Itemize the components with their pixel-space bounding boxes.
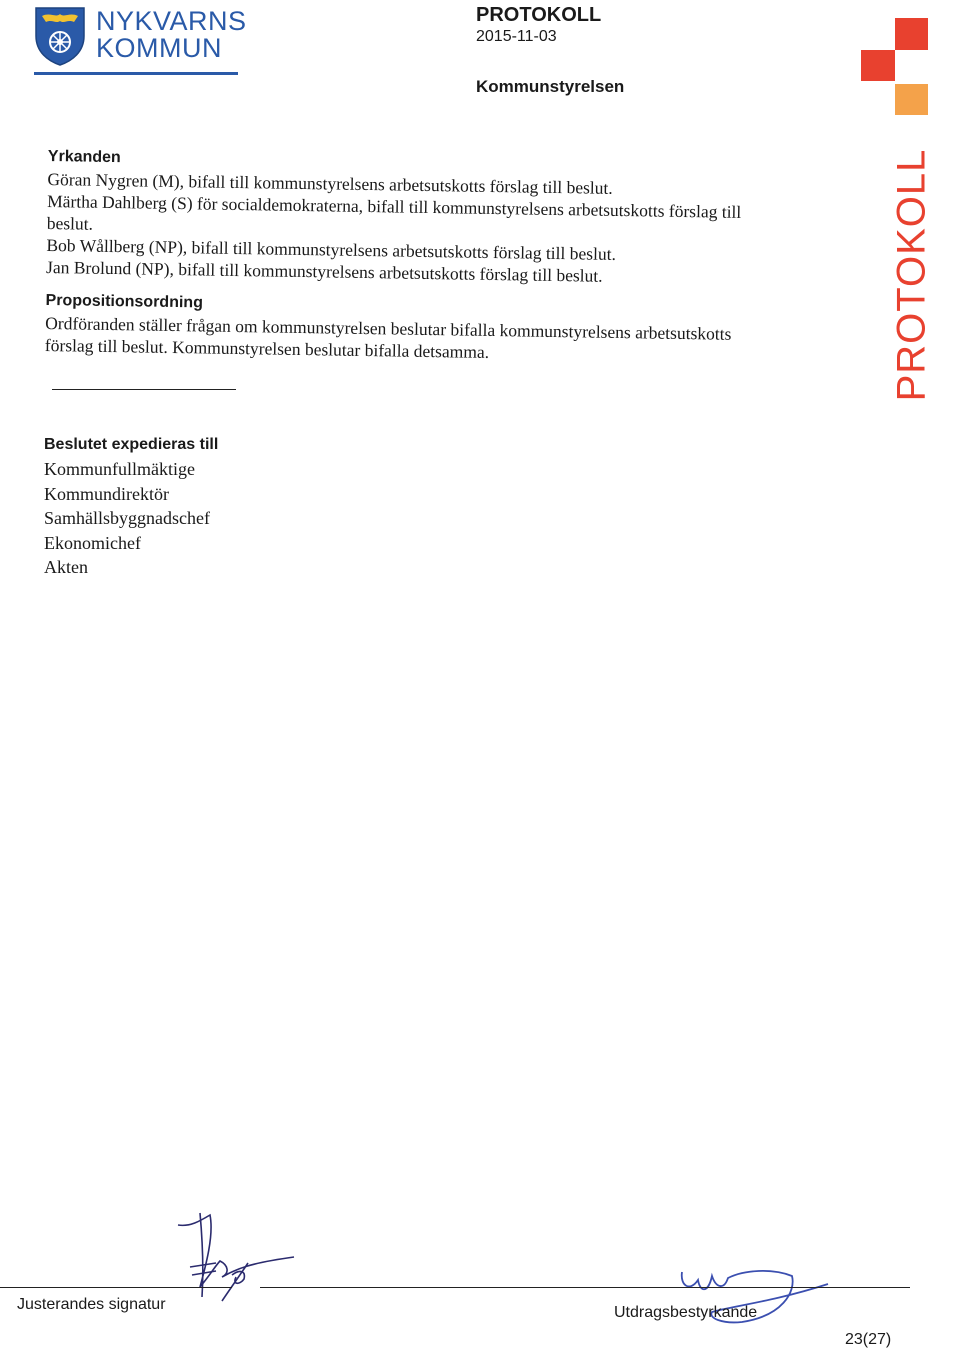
recipient-item: Kommundirektör	[44, 483, 169, 504]
recipient-item: Akten	[44, 557, 88, 577]
section-heading-yrkanden: Yrkanden	[47, 148, 121, 167]
recipient-item: Samhällsbyggnadschef	[44, 508, 210, 528]
proposition-text: Ordföranden ställer frågan om kommunstyrelsen beslutar bifalla kommunstyrelsens arbetsutskotts förslag till beslut. Kommunstyrelsen beslutar bifalla detsamma.	[44, 312, 732, 362]
logo-line-2: KOMMUN	[96, 33, 222, 63]
coat-of-arms-icon	[34, 6, 86, 66]
signature-label-left: Justerandes signatur	[17, 1296, 166, 1313]
issuing-body: Kommunstyrelsen	[476, 77, 625, 96]
section-heading-propositionsordning: Propositionsordning	[45, 291, 204, 312]
motion-line-1: Göran Nygren (M), bifall till kommunstyrelsens arbetsutskotts förslag till beslut.	[47, 168, 613, 198]
logo-underline	[34, 72, 238, 75]
signature-mark-left	[170, 1205, 300, 1315]
motion-line-2: Märtha Dahlberg (S) för socialdemokraterna, bifall till kommunstyrelsens arbetsutskotts förslag till beslut.	[46, 190, 742, 234]
decor-square-red-top	[895, 18, 928, 50]
signature-label-right: Utdragsbestyrkande	[614, 1304, 758, 1321]
minutes-content	[45, 148, 748, 367]
side-protokoll-label: PROTOKOLL	[889, 148, 934, 402]
municipality-logo	[34, 6, 254, 76]
signature-line-left	[0, 1287, 232, 1288]
motion-line-3: Bob Wållberg (NP), bifall till kommunstyrelsens arbetsutskotts förslag till beslut.	[46, 234, 617, 264]
decor-square-orange	[895, 84, 928, 115]
distribution-heading: Beslutet expedieras till	[44, 436, 219, 453]
document-type: PROTOKOLL	[476, 4, 602, 26]
decor-square-red-middle	[861, 50, 895, 81]
logo-wordmark	[96, 8, 247, 62]
signature-line-right	[260, 1287, 910, 1288]
recipient-item: Kommunfullmäktige	[44, 459, 195, 479]
section-divider	[52, 389, 236, 390]
logo-line-1: NYKVARNS	[96, 6, 247, 36]
motion-line-4: Jan Brolund (NP), bifall till kommunstyrelsens arbetsutskotts förslag till beslut.	[45, 256, 603, 286]
page-number: 23(27)	[845, 1331, 892, 1348]
document-date: 2015-11-03	[476, 28, 557, 45]
recipient-item: Ekonomichef	[44, 532, 141, 553]
distribution-list	[44, 436, 444, 580]
